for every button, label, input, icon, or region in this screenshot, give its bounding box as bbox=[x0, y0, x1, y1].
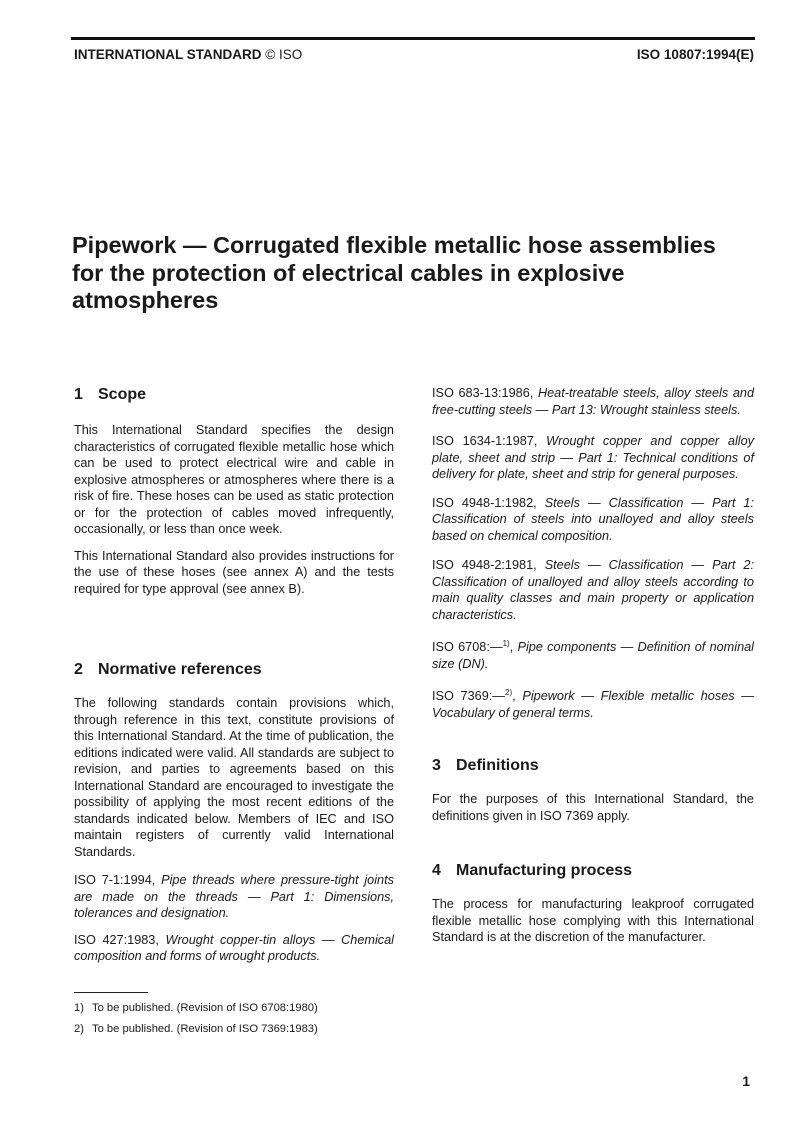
normative-intro: The following standards contain provisions which, through reference in this text, constitute provisions of this International Standard. At the time of publication, the editions indicated were valid. All standards are subject to revision, and parties to agreements based on this International Standard are encouraged to investigate the possibility of applying the most recent editions of the standards indicated below. Members of IEC and ISO maintain registers of currently valid International Standards. bbox=[74, 696, 394, 859]
reference-title: Wrought copper and copper alloy plate, sheet and strip — Part 1: Technical conditions of delivery for plate, sheet and strip for general purposes. bbox=[432, 434, 754, 481]
reference-item bbox=[432, 685, 754, 721]
section-4-heading bbox=[432, 861, 754, 881]
manufacturing-text: The process for manufacturing leakproof corrugated flexible metallic hose complying with this International Standard is at the discretion of the manufacturer. bbox=[432, 897, 754, 945]
reference-code: ISO 7-1:1994, bbox=[74, 873, 156, 887]
section-3-title: Definitions bbox=[456, 757, 539, 775]
reference-title: Pipe threads where pressure-tight joints are made on the threads — Part 1: Dimensions, tolerances and designation. bbox=[74, 873, 394, 920]
reference-code: ISO 4948-2:1981, bbox=[432, 558, 537, 572]
reference-item bbox=[432, 385, 754, 418]
header-rule bbox=[71, 37, 755, 40]
reference-code: ISO 427:1983, bbox=[74, 932, 159, 947]
page-number: 1 bbox=[742, 1073, 750, 1089]
header-document-number: ISO 10807:1994(E) bbox=[636, 47, 754, 62]
footnote-number: 2) bbox=[74, 1023, 84, 1035]
footnote-text: To be published. (Revision of ISO 6708:1980) bbox=[92, 1002, 318, 1014]
footnote-marker: 1) bbox=[502, 639, 510, 648]
section-2-number: 2 bbox=[74, 661, 83, 678]
reference-code: ISO 4948-1:1982, bbox=[432, 495, 537, 510]
reference-item bbox=[74, 932, 394, 965]
reference-item bbox=[432, 557, 754, 623]
section-3-heading bbox=[432, 756, 754, 776]
reference-title: Wrought copper-tin alloys — Chemical composition and forms of wrought products. bbox=[74, 932, 394, 963]
reference-title: Heat-treatable steels, alloy steels and free-cutting steels — Part 13: Wrought stainless steels. bbox=[432, 386, 755, 417]
section-2-title: Normative references bbox=[98, 661, 262, 678]
reference-title: Pipe components — Definition of nominal size (DN). bbox=[432, 640, 754, 671]
scope-paragraph-2: This International Standard also provides instructions for the use of these hoses (see annex A) and the tests required for type approval (see annex B). bbox=[74, 548, 394, 596]
right-column bbox=[432, 385, 754, 946]
reference-code-tail: , bbox=[512, 689, 516, 704]
reference-code: ISO 6708:— bbox=[432, 640, 503, 655]
section-3-number: 3 bbox=[432, 757, 441, 775]
footnote-marker: 2) bbox=[505, 688, 513, 698]
reference-title: Steels — Classification — Part 1: Classification of steels into unalloyed and alloy steels based on chemical composition. bbox=[432, 495, 754, 543]
reference-code: ISO 7369:— bbox=[432, 689, 505, 704]
footnote-rule bbox=[74, 992, 148, 993]
footnote-item bbox=[74, 1001, 404, 1015]
reference-title: Steels — Classification — Part 2: Classification of unalloyed and alloy steels according to main quality classes and main property or application characteristics. bbox=[432, 558, 754, 622]
reference-item bbox=[432, 495, 754, 545]
footnote-item bbox=[74, 1022, 404, 1036]
section-1-title: Scope bbox=[98, 386, 147, 403]
reference-code: ISO 1634-1:1987, bbox=[432, 434, 538, 448]
section-4-number: 4 bbox=[432, 862, 441, 880]
definitions-text: For the purposes of this International Standard, the definitions given in ISO 7369 apply. bbox=[432, 792, 754, 823]
reference-code: ISO 683-13:1986, bbox=[432, 386, 534, 400]
header-left bbox=[74, 47, 302, 62]
reference-title: Pipework — Flexible metallic hoses — Vocabulary of general terms. bbox=[432, 689, 754, 720]
left-column bbox=[74, 385, 394, 965]
section-1-number: 1 bbox=[74, 386, 83, 403]
reference-item bbox=[74, 872, 394, 922]
footnote-number: 1) bbox=[74, 1002, 84, 1014]
document-title: Pipework — Corrugated flexible metallic hose assemblies for the protection of electrical cables in explosive atmospheres bbox=[72, 232, 716, 313]
section-2-heading bbox=[74, 660, 394, 680]
reference-item bbox=[432, 636, 754, 672]
header-copyright: © ISO bbox=[265, 47, 303, 62]
section-4-title: Manufacturing process bbox=[456, 862, 633, 880]
header-standard-label: INTERNATIONAL STANDARD bbox=[74, 47, 262, 62]
section-1-heading bbox=[74, 385, 394, 405]
reference-code-tail: , bbox=[509, 640, 514, 655]
footnote-text: To be published. (Revision of ISO 7369:1983) bbox=[92, 1023, 318, 1035]
footnotes bbox=[74, 1001, 404, 1043]
reference-item bbox=[432, 433, 754, 483]
scope-paragraph-1: This International Standard specifies the design characteristics of corrugated flexible metallic hose which can be used to protect electrical wire and cable in explosive atmospheres or atmospheres where there is a risk of fire. These hoses can be used as static protection or for the protection of cables moved infrequently, occasionally, or less than once week. bbox=[74, 423, 394, 536]
